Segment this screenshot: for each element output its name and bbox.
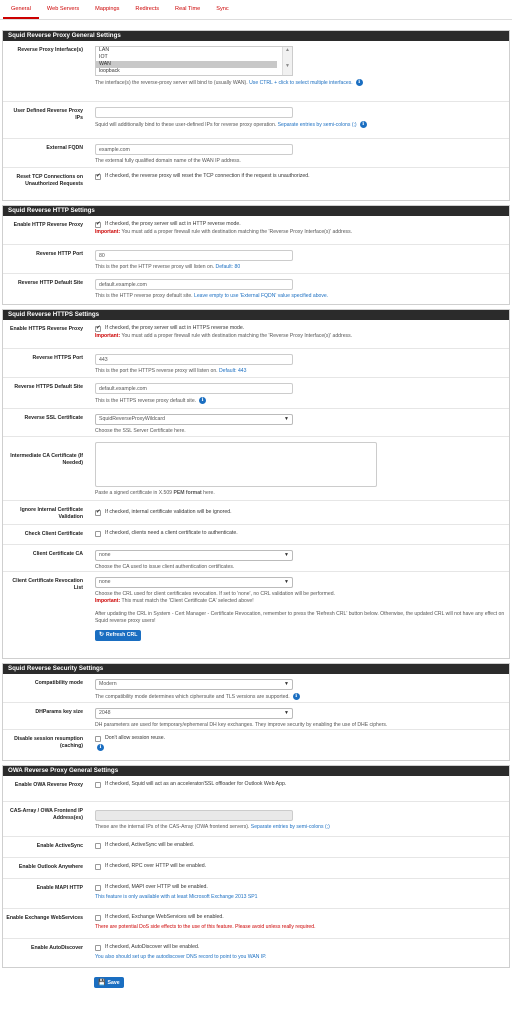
panel-title: Squid Reverse HTTP Settings [3,206,509,216]
session-checkbox[interactable]: Don't allow session reuse. [95,735,505,742]
crl-row [3,572,509,658]
save-button[interactable]: 💾 Save [94,977,124,988]
intermediate-ca-help: Paste a signed certificate in X.509 PEM format here. [95,490,215,496]
info-icon[interactable]: i [293,693,300,700]
client-cert-checkbox[interactable]: If checked, clients need a client certificate to authenticate. [95,530,505,537]
mapi-checkbox[interactable]: If checked, MAPI over HTTP will be enabled. [95,884,505,891]
scroll-down-icon[interactable]: ▼ [285,63,290,69]
ews-help: There are potential DoS side effects to the use of this feature. Please avoid unless really required. [95,924,316,930]
reset-tcp-checkbox[interactable]: ✔ If checked, the reverse proxy will reset the TCP connection if the request is unauthorized. [95,173,505,180]
cas-help: These are the internal IPs of the CAS-Array (OWA frontend servers). Separate entries by semi-colons (;) [95,824,330,830]
https-enable-row [3,320,509,349]
ignore-validation-checkbox[interactable]: ✔ If checked, internal certificate validation will be ignored. [95,509,505,516]
checkbox-unchecked[interactable] [95,843,101,849]
client-ca-help: Choose the CA used to issue client authentication certificates. [95,564,235,570]
info-icon[interactable]: i [360,121,367,128]
https-port-label: Reverse HTTPS Port [32,355,83,361]
checkbox-unchecked[interactable] [95,885,101,891]
panel-title: Squid Reverse HTTPS Settings [3,310,509,320]
checkbox-unchecked[interactable] [95,864,101,870]
panel-title: OWA Reverse Proxy General Settings [3,766,509,776]
client-ca-select[interactable]: none ▼ [95,550,293,561]
scrollbar[interactable] [282,47,292,75]
checkbox-checked[interactable] [95,510,101,516]
autodiscover-label: Enable AutoDiscover [31,945,83,951]
http-site-label: Reverse HTTP Default Site [17,280,83,286]
client-cert-row [3,525,509,545]
compat-label: Compatibility mode [34,680,83,686]
list-item[interactable]: loopback [99,68,120,74]
https-site-label: Reverse HTTPS Default Site [14,384,83,390]
checkbox-unchecked[interactable] [95,736,101,742]
scroll-up-icon[interactable]: ▲ [285,47,290,53]
activesync-row [3,837,509,858]
save-icon: 💾 [98,980,106,986]
refresh-crl-button[interactable]: ↻ Refresh CRL [95,630,141,641]
checkbox-unchecked[interactable] [95,531,101,537]
checkbox-checked[interactable] [95,326,101,332]
crl-important: Important: This must match the 'Client Certificate CA' selected above! [95,598,254,604]
interfaces-row [3,41,509,102]
session-row [3,730,509,760]
dh-label: DHParams key size [35,709,83,715]
fqdn-input[interactable] [95,144,293,155]
reset-tcp-row [3,168,509,200]
ews-row [3,909,509,939]
info-icon[interactable]: i [356,79,363,86]
dh-select[interactable]: 2048 ▼ [95,708,293,719]
tab-real-time[interactable]: Real Time [175,6,201,12]
https-site-input[interactable] [95,383,293,394]
info-icon[interactable]: i [97,744,104,751]
fqdn-label: External FQDN [46,145,83,151]
http-site-row [3,274,509,304]
user-ips-help: Squid will additionally bind to these user-defined IPs for reverse proxy operation. Separate entries by semi-colons (;) i [95,121,505,129]
mapi-help: This feature is only available with at least Microsoft Exchange 2013 SP1 [95,894,258,900]
owa-enable-checkbox[interactable]: If checked, Squid will act as an accelerator/SSL offloader for Outlook Web App. [95,781,505,788]
compat-help: The compatibility mode determines which ciphersuite and TLS versions are supported. i [95,693,505,701]
tab-mappings[interactable]: Mappings [95,6,120,12]
https-important: Important: You must add a proper firewall rule with destination matching the 'Reverse Proxy Interface(s)' address. [95,333,353,339]
cas-label: CAS-Array / OWA Frontend IP Address(es) [9,808,83,821]
ignore-validation-row [3,501,509,525]
chevron-down-icon: ▼ [284,710,289,716]
panel-title: Squid Reverse Proxy General Settings [3,31,509,41]
ssl-cert-help: Choose the SSL Server Certificate here. [95,428,186,434]
user-ips-row [3,102,509,139]
checkbox-checked[interactable] [95,174,101,180]
http-site-help: This is the HTTP reverse proxy default site. Leave empty to use 'External FQDN' value specified above. [95,293,329,299]
dh-help: DH parameters are used for temporary/ephemeral DH key exchanges. They improve security by enabling the use of DHE ciphers. [95,722,388,728]
session-label: Disable session resumption (caching) [14,736,83,749]
crl-select[interactable]: none ▼ [95,577,293,588]
https-enable-label: Enable HTTPS Reverse Proxy [10,326,83,332]
chevron-down-icon: ▼ [284,681,289,687]
refresh-icon: ↻ [99,632,105,638]
http-settings-panel [2,205,510,305]
checkbox-unchecked[interactable] [95,782,101,788]
mapi-row [3,879,509,909]
activesync-label: Enable ActiveSync [36,843,83,849]
interfaces-label: Reverse Proxy Interface(s) [17,47,83,53]
ews-label: Enable Exchange WebServices [6,915,83,921]
client-cert-label: Check Client Certificate [24,531,83,537]
http-enable-row [3,216,509,245]
list-item[interactable]: IOT [99,54,108,60]
outlook-anywhere-label: Enable Outlook Anywhere [18,864,83,870]
http-port-row [3,245,509,274]
user-ips-input[interactable] [95,107,293,118]
chevron-down-icon: ▼ [284,579,289,585]
compat-select[interactable]: Modern ▼ [95,679,293,690]
crl-label: Client Certificate Revocation List [12,578,83,591]
https-site-row [3,378,509,409]
chevron-down-icon: ▼ [284,416,289,422]
tab-web-servers[interactable]: Web Servers [46,6,80,12]
compat-row [3,674,509,703]
client-ca-label: Client Certificate CA [32,551,83,557]
http-enable-label: Enable HTTP Reverse Proxy [13,222,83,228]
https-port-input[interactable] [95,354,293,365]
http-enable-checkbox[interactable]: ✔ If checked, the proxy server will act in HTTP reverse mode. [95,221,505,228]
activesync-checkbox[interactable]: If checked, ActiveSync will be enabled. [95,842,505,849]
crl-help: Choose the CRL used for client certificates revocation. If set to 'none', no CRL validation will be performed. [95,591,335,597]
chevron-down-icon: ▼ [284,552,289,558]
http-site-input[interactable] [95,279,293,290]
tab-bar [0,0,512,20]
http-port-help: This is the port the HTTP reverse proxy will listen on. Default: 80 [95,264,241,270]
outlook-anywhere-row [3,858,509,879]
checkbox-checked[interactable] [95,222,101,228]
user-ips-label: User Defined Reverse Proxy IPs [13,108,83,121]
panel-title: Squid Reverse Security Settings [3,664,509,674]
cas-input[interactable] [95,810,293,821]
tab-redirects[interactable]: Redirects [135,6,160,12]
fqdn-help: The external fully qualified domain name of the WAN IP address. [95,158,241,164]
http-important: Important: You must add a proper firewall rule with destination matching the 'Reverse Proxy Interface(s)' address. [95,229,353,235]
intermediate-ca-textarea[interactable] [95,442,377,487]
http-port-input[interactable] [95,250,293,261]
list-item[interactable]: LAN [99,47,110,53]
crl-note: After updating the CRL in System - Cert Manager - Certificate Revocation, remember to press the 'Refresh CRL' button below. Otherwise, the updated CRL will not have any effect on Squid reverse proxy users! [95,611,505,624]
checkbox-unchecked[interactable] [95,945,101,951]
owa-enable-label: Enable OWA Reverse Proxy [14,782,83,788]
intermediate-ca-row [3,437,509,501]
owa-settings-panel [2,765,510,968]
fqdn-row [3,139,509,168]
dh-row [3,703,509,730]
https-site-help: This is the HTTPS reverse proxy default site. i [95,397,505,405]
ssl-cert-label: Reverse SSL Certificate [24,415,83,421]
general-settings-panel [2,30,510,201]
https-settings-panel [2,309,510,659]
cas-row [3,802,509,837]
checkbox-unchecked[interactable] [95,915,101,921]
mapi-label: Enable MAPI HTTP [36,885,83,891]
ignore-validation-label: Ignore Internal Certificate Validation [20,507,83,520]
interfaces-listbox[interactable] [95,46,293,76]
autodiscover-help: You also should set up the autodiscover DNS record to point to you WAN IP. [95,954,267,960]
owa-enable-row [3,776,509,802]
tab-general[interactable]: General [3,0,39,19]
client-ca-row [3,545,509,572]
https-enable-checkbox[interactable]: ✔ If checked, the proxy server will act in HTTPS reverse mode. [95,325,505,332]
intermediate-ca-label: Intermediate CA Certificate (If Needed) [10,453,83,466]
http-port-label: Reverse HTTP Port [36,251,83,257]
info-icon[interactable]: i [199,397,206,404]
tab-sync[interactable]: Sync [216,6,229,12]
ews-checkbox[interactable]: If checked, Exchange WebServices will be enabled. [95,914,505,921]
security-settings-panel [2,663,510,761]
outlook-anywhere-checkbox[interactable]: If checked, RPC over HTTP will be enabled. [95,863,505,870]
autodiscover-checkbox[interactable]: If checked, AutoDiscover will be enabled. [95,944,505,951]
https-port-help: This is the port the HTTPS reverse proxy will listen on. Default: 443 [95,368,247,374]
list-item[interactable]: WAN [96,61,277,68]
reset-tcp-label: Reset TCP Connections on Unauthorized Requests [16,174,83,187]
https-port-row [3,349,509,378]
autodiscover-row [3,939,509,967]
ssl-cert-select[interactable]: SquidReverseProxyWildcard ▼ [95,414,293,425]
ssl-cert-row [3,409,509,437]
interfaces-help: The interface(s) the reverse-proxy server will bind to (usually WAN). Use CTRL + click to select multiple interfaces. i [95,79,505,87]
